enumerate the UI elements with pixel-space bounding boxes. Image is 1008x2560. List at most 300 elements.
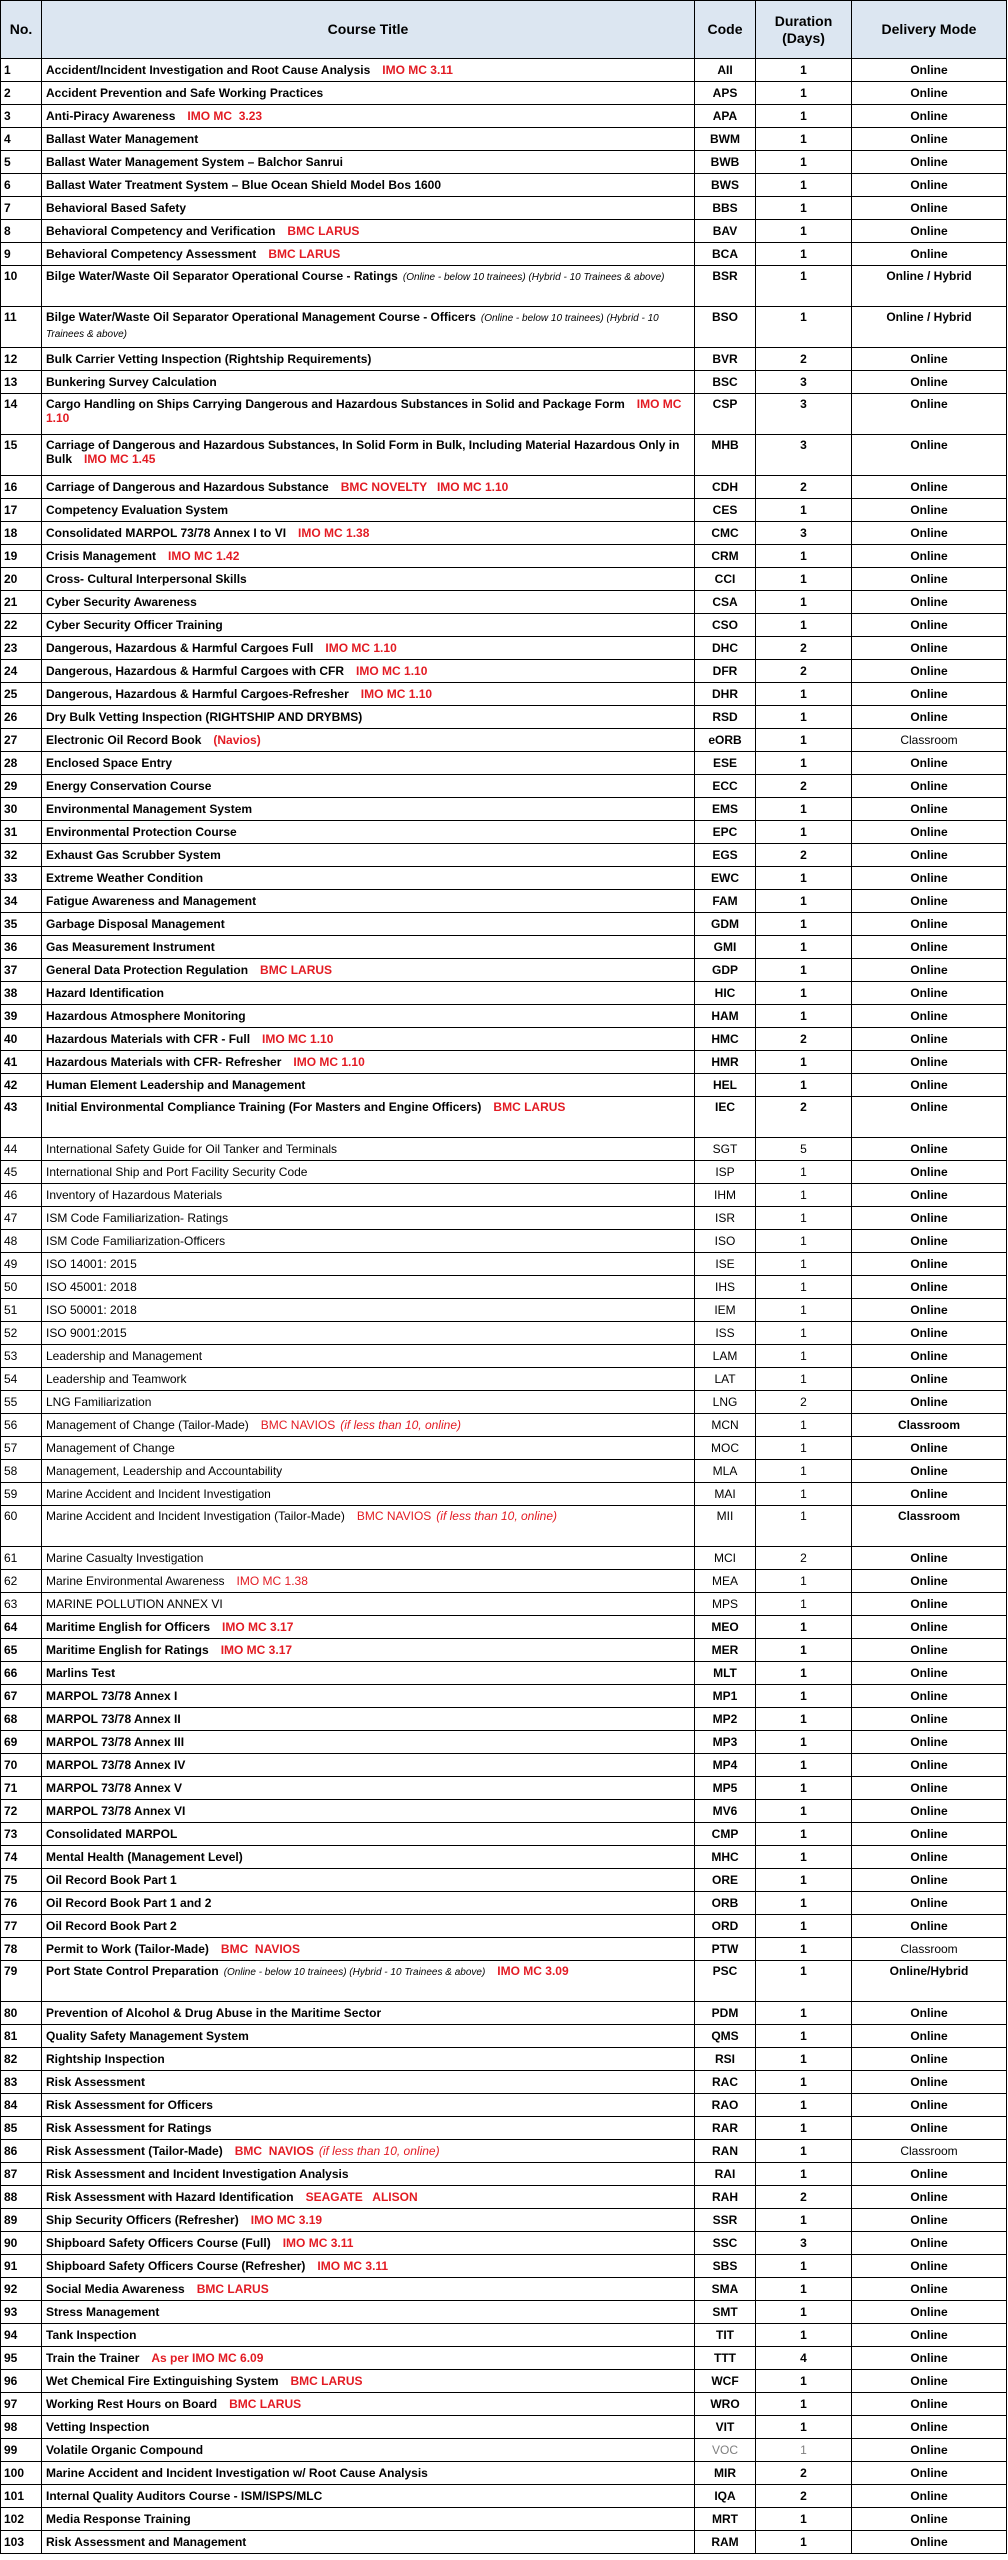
course-title: ISM Code Familiarization- Ratings bbox=[46, 1211, 229, 1225]
course-code: ESE bbox=[695, 752, 756, 775]
table-row bbox=[1, 1322, 1007, 1345]
header-delivery-mode: Delivery Mode bbox=[852, 1, 1007, 59]
row-number: 2 bbox=[1, 82, 42, 105]
table-row bbox=[1, 2002, 1007, 2025]
row-number: 12 bbox=[1, 348, 42, 371]
delivery-mode: Online bbox=[852, 499, 1007, 522]
course-title-cell bbox=[42, 1253, 695, 1276]
table-row bbox=[1, 2209, 1007, 2232]
course-title: Fatigue Awareness and Management bbox=[46, 894, 257, 908]
course-code: DFR bbox=[695, 660, 756, 683]
course-title: Shipboard Safety Officers Course (Refresher) bbox=[46, 2259, 306, 2273]
row-number: 63 bbox=[1, 1593, 42, 1616]
course-title-cell bbox=[42, 683, 695, 706]
course-title-cell bbox=[42, 1299, 695, 1322]
duration-days: 1 bbox=[756, 1662, 852, 1685]
row-number: 37 bbox=[1, 959, 42, 982]
course-code: IHM bbox=[695, 1184, 756, 1207]
delivery-mode: Online bbox=[852, 59, 1007, 82]
course-code: IEM bbox=[695, 1299, 756, 1322]
table-row bbox=[1, 2301, 1007, 2324]
course-code: BWB bbox=[695, 151, 756, 174]
table-row bbox=[1, 1276, 1007, 1299]
table-row bbox=[1, 105, 1007, 128]
table-row bbox=[1, 2255, 1007, 2278]
delivery-mode: Online bbox=[852, 1547, 1007, 1570]
course-title: Risk Assessment and Management bbox=[46, 2535, 247, 2549]
course-code: CDH bbox=[695, 476, 756, 499]
course-title-cell bbox=[42, 1207, 695, 1230]
course-code: MV6 bbox=[695, 1800, 756, 1823]
course-title-cell bbox=[42, 1800, 695, 1823]
course-code: MP3 bbox=[695, 1731, 756, 1754]
course-title-text bbox=[46, 2075, 145, 2089]
table-row bbox=[1, 174, 1007, 197]
course-title-text bbox=[46, 733, 261, 747]
course-title: Management of Change bbox=[46, 1441, 175, 1455]
row-number: 51 bbox=[1, 1299, 42, 1322]
course-code: FAM bbox=[695, 890, 756, 913]
course-title: Oil Record Book Part 1 bbox=[46, 1873, 177, 1887]
course-title-text bbox=[46, 549, 239, 563]
course-title: Internal Quality Auditors Course - ISM/ISPS/MLC bbox=[46, 2489, 323, 2503]
row-number: 9 bbox=[1, 243, 42, 266]
course-code: MPS bbox=[695, 1593, 756, 1616]
table-row bbox=[1, 936, 1007, 959]
course-title-text bbox=[46, 2328, 136, 2342]
course-title: Cargo Handling on Ships Carrying Dangerous and Hazardous Substances in Solid and Package Form bbox=[46, 397, 625, 411]
course-title-cell bbox=[42, 1685, 695, 1708]
row-number: 3 bbox=[1, 105, 42, 128]
table-row bbox=[1, 2485, 1007, 2508]
course-code: LAT bbox=[695, 1368, 756, 1391]
row-number: 13 bbox=[1, 371, 42, 394]
delivery-mode: Online bbox=[852, 1570, 1007, 1593]
table-row bbox=[1, 1506, 1007, 1547]
duration-days: 1 bbox=[756, 959, 852, 982]
course-title-text bbox=[46, 63, 453, 77]
course-title-text bbox=[46, 155, 343, 169]
course-title-text bbox=[46, 1597, 223, 1611]
row-number: 99 bbox=[1, 2439, 42, 2462]
course-title-text bbox=[46, 1509, 557, 1523]
course-code: CMP bbox=[695, 1823, 756, 1846]
header-no: No. bbox=[1, 1, 42, 59]
course-code: SGT bbox=[695, 1138, 756, 1161]
table-body bbox=[1, 59, 1007, 2554]
course-code: WCF bbox=[695, 2370, 756, 2393]
delivery-mode: Online bbox=[852, 243, 1007, 266]
course-title-text bbox=[46, 178, 441, 192]
table-row bbox=[1, 1570, 1007, 1593]
course-title-text bbox=[46, 1100, 565, 1114]
table-row bbox=[1, 197, 1007, 220]
course-title: Environmental Management System bbox=[46, 802, 253, 816]
course-title-cell bbox=[42, 2485, 695, 2508]
course-title: Volatile Organic Compound bbox=[46, 2443, 204, 2457]
course-title-text bbox=[46, 1257, 137, 1271]
header-duration: Duration (Days) bbox=[756, 1, 852, 59]
course-code: BCA bbox=[695, 243, 756, 266]
course-title: ISO 9001:2015 bbox=[46, 1326, 127, 1340]
course-title-cell bbox=[42, 2209, 695, 2232]
course-title-cell bbox=[42, 798, 695, 821]
row-number: 72 bbox=[1, 1800, 42, 1823]
course-code: TTT bbox=[695, 2347, 756, 2370]
row-number: 7 bbox=[1, 197, 42, 220]
course-title-text bbox=[46, 1643, 292, 1657]
course-title-cell bbox=[42, 545, 695, 568]
row-number: 22 bbox=[1, 614, 42, 637]
course-title-text bbox=[46, 1326, 127, 1340]
course-title: Exhaust Gas Scrubber System bbox=[46, 848, 221, 862]
course-title: ISO 45001: 2018 bbox=[46, 1280, 137, 1294]
row-number: 27 bbox=[1, 729, 42, 752]
delivery-mode: Online bbox=[852, 2117, 1007, 2140]
course-title-text bbox=[46, 224, 359, 238]
course-title-cell bbox=[42, 844, 695, 867]
delivery-mode: Online bbox=[852, 1593, 1007, 1616]
course-title-cell bbox=[42, 220, 695, 243]
course-title-text bbox=[46, 825, 237, 839]
duration-days: 1 bbox=[756, 683, 852, 706]
course-title-cell bbox=[42, 522, 695, 545]
course-code: EWC bbox=[695, 867, 756, 890]
table-row bbox=[1, 1138, 1007, 1161]
delivery-mode: Online bbox=[852, 1253, 1007, 1276]
course-title: Behavioral Based Safety bbox=[46, 201, 187, 215]
course-title-text bbox=[46, 2144, 440, 2158]
table-row bbox=[1, 266, 1007, 307]
table-row bbox=[1, 1662, 1007, 1685]
course-accreditation-tag: IMO MC 1.10 bbox=[262, 1032, 334, 1046]
course-title: Bulk Carrier Vetting Inspection (Rightship Requirements) bbox=[46, 352, 372, 366]
course-title-text bbox=[46, 2006, 381, 2020]
row-number: 90 bbox=[1, 2232, 42, 2255]
course-title-cell bbox=[42, 2301, 695, 2324]
duration-days: 2 bbox=[756, 2462, 852, 2485]
duration-days: 1 bbox=[756, 2370, 852, 2393]
course-title-text bbox=[46, 1873, 177, 1887]
course-title: Risk Assessment with Hazard Identification bbox=[46, 2190, 294, 2204]
table-row bbox=[1, 752, 1007, 775]
duration-days: 1 bbox=[756, 1892, 852, 1915]
row-number: 30 bbox=[1, 798, 42, 821]
course-title: Competency Evaluation System bbox=[46, 503, 229, 517]
course-title: LNG Familiarization bbox=[46, 1395, 152, 1409]
course-title: Media Response Training bbox=[46, 2512, 191, 2526]
row-number: 39 bbox=[1, 1005, 42, 1028]
course-title-text bbox=[46, 1188, 222, 1202]
delivery-mode: Online bbox=[852, 982, 1007, 1005]
course-accreditation-tag: IMO MC 1.10 bbox=[293, 1055, 365, 1069]
delivery-mode: Online bbox=[852, 220, 1007, 243]
course-code: LNG bbox=[695, 1391, 756, 1414]
course-title: Enclosed Space Entry bbox=[46, 756, 173, 770]
course-title-cell bbox=[42, 2117, 695, 2140]
course-title: Dangerous, Hazardous & Harmful Cargoes-Refresher bbox=[46, 687, 349, 701]
table-row bbox=[1, 545, 1007, 568]
row-number: 100 bbox=[1, 2462, 42, 2485]
duration-days: 1 bbox=[756, 2416, 852, 2439]
course-title: ISM Code Familiarization-Officers bbox=[46, 1234, 226, 1248]
delivery-mode: Online bbox=[852, 105, 1007, 128]
course-title-text bbox=[46, 1142, 337, 1156]
course-title: Dangerous, Hazardous & Harmful Cargoes with CFR bbox=[46, 664, 345, 678]
delivery-mode: Online bbox=[852, 637, 1007, 660]
course-title-cell bbox=[42, 1483, 695, 1506]
row-number: 82 bbox=[1, 2048, 42, 2071]
duration-days: 1 bbox=[756, 82, 852, 105]
duration-days: 2 bbox=[756, 660, 852, 683]
course-title: Ship Security Officers (Refresher) bbox=[46, 2213, 239, 2227]
course-code: eORB bbox=[695, 729, 756, 752]
course-accreditation-tag: BMC NOVELTY IMO MC 1.10 bbox=[340, 480, 509, 494]
table-row bbox=[1, 1616, 1007, 1639]
table-row bbox=[1, 1299, 1007, 1322]
course-title-cell bbox=[42, 1777, 695, 1800]
course-title: Bilge Water/Waste Oil Separator Operational Management Course - Officers bbox=[46, 310, 476, 324]
delivery-mode: Online bbox=[852, 2301, 1007, 2324]
table-row bbox=[1, 2531, 1007, 2554]
course-title-text bbox=[46, 2259, 388, 2273]
course-title: ISO 14001: 2015 bbox=[46, 1257, 137, 1271]
course-title-text bbox=[46, 572, 247, 586]
table-row bbox=[1, 1869, 1007, 1892]
course-code: MEO bbox=[695, 1616, 756, 1639]
course-title-text bbox=[46, 2282, 269, 2296]
delivery-mode: Online bbox=[852, 371, 1007, 394]
duration-days: 1 bbox=[756, 1207, 852, 1230]
table-row bbox=[1, 128, 1007, 151]
course-title-cell bbox=[42, 307, 695, 348]
course-title-cell bbox=[42, 59, 695, 82]
course-code: CCI bbox=[695, 568, 756, 591]
course-accreditation-tag: IMO MC 1.38 bbox=[298, 526, 370, 540]
duration-days: 1 bbox=[756, 1322, 852, 1345]
course-title: Dry Bulk Vetting Inspection (RIGHTSHIP AND DRYBMS) bbox=[46, 710, 363, 724]
course-title-cell bbox=[42, 1639, 695, 1662]
course-title-text bbox=[46, 1349, 202, 1363]
course-title-cell bbox=[42, 2140, 695, 2163]
course-code: HMC bbox=[695, 1028, 756, 1051]
row-number: 6 bbox=[1, 174, 42, 197]
course-title: Leadership and Management bbox=[46, 1349, 203, 1363]
course-title-text bbox=[46, 2535, 246, 2549]
course-accreditation-tag: IMO MC 3.23 bbox=[187, 109, 263, 123]
course-code: TIT bbox=[695, 2324, 756, 2347]
table-row bbox=[1, 1708, 1007, 1731]
delivery-mode: Online bbox=[852, 1005, 1007, 1028]
course-code: BBS bbox=[695, 197, 756, 220]
course-code: VIT bbox=[695, 2416, 756, 2439]
duration-days: 1 bbox=[756, 1299, 852, 1322]
course-accreditation-tag: IMO MC 1.42 bbox=[168, 549, 240, 563]
table-row bbox=[1, 982, 1007, 1005]
row-number: 84 bbox=[1, 2094, 42, 2117]
course-title-text bbox=[46, 2098, 213, 2112]
course-code: ISR bbox=[695, 1207, 756, 1230]
table-row bbox=[1, 775, 1007, 798]
course-title: Marine Casualty Investigation bbox=[46, 1551, 204, 1565]
course-title-cell bbox=[42, 1138, 695, 1161]
course-title-cell bbox=[42, 1097, 695, 1138]
duration-days: 1 bbox=[756, 1961, 852, 2002]
duration-days: 1 bbox=[756, 2025, 852, 2048]
course-title-text bbox=[46, 871, 203, 885]
course-title-cell bbox=[42, 394, 695, 435]
table-row bbox=[1, 1230, 1007, 1253]
course-accreditation-tag: BMC LARUS bbox=[229, 2397, 302, 2411]
duration-days: 1 bbox=[756, 2163, 852, 2186]
course-code: MAI bbox=[695, 1483, 756, 1506]
delivery-mode: Online bbox=[852, 1299, 1007, 1322]
course-code: SBS bbox=[695, 2255, 756, 2278]
table-row bbox=[1, 568, 1007, 591]
table-row bbox=[1, 1184, 1007, 1207]
duration-days: 3 bbox=[756, 435, 852, 476]
table-row bbox=[1, 476, 1007, 499]
course-title-cell bbox=[42, 2416, 695, 2439]
course-title: Risk Assessment for Officers bbox=[46, 2098, 213, 2112]
row-number: 4 bbox=[1, 128, 42, 151]
duration-days: 1 bbox=[756, 307, 852, 348]
delivery-mode: Online bbox=[852, 591, 1007, 614]
course-title-text bbox=[46, 503, 228, 517]
course-title-cell bbox=[42, 1547, 695, 1570]
row-number: 78 bbox=[1, 1938, 42, 1961]
course-title-text bbox=[46, 86, 323, 100]
row-number: 32 bbox=[1, 844, 42, 867]
course-title-cell bbox=[42, 2508, 695, 2531]
course-title-cell bbox=[42, 2025, 695, 2048]
table-row bbox=[1, 1547, 1007, 1570]
table-row bbox=[1, 1800, 1007, 1823]
course-code: SMT bbox=[695, 2301, 756, 2324]
course-code: EPC bbox=[695, 821, 756, 844]
delivery-mode: Online bbox=[852, 1731, 1007, 1754]
row-number: 21 bbox=[1, 591, 42, 614]
duration-days: 1 bbox=[756, 1437, 852, 1460]
course-title: Prevention of Alcohol & Drug Abuse in the Maritime Sector bbox=[46, 2006, 382, 2020]
table-row bbox=[1, 2140, 1007, 2163]
delivery-mode: Online bbox=[852, 1028, 1007, 1051]
table-row bbox=[1, 1345, 1007, 1368]
course-title-text bbox=[46, 1827, 177, 1841]
delivery-mode: Online bbox=[852, 2048, 1007, 2071]
delivery-mode: Online bbox=[852, 1230, 1007, 1253]
delivery-mode: Online bbox=[852, 476, 1007, 499]
course-code: PTW bbox=[695, 1938, 756, 1961]
course-title-text bbox=[46, 310, 690, 342]
delivery-mode: Online bbox=[852, 1708, 1007, 1731]
duration-days: 2 bbox=[756, 2485, 852, 2508]
row-number: 65 bbox=[1, 1639, 42, 1662]
table-row bbox=[1, 1938, 1007, 1961]
course-accreditation-tag: IMO MC 3.17 bbox=[222, 1620, 294, 1634]
table-row bbox=[1, 2232, 1007, 2255]
course-code: MP4 bbox=[695, 1754, 756, 1777]
table-row bbox=[1, 1823, 1007, 1846]
course-accreditation-tag: BMC LARUS bbox=[268, 247, 341, 261]
course-title-cell bbox=[42, 821, 695, 844]
course-accreditation-tag: BMC NAVIOS bbox=[234, 2144, 314, 2158]
course-tag-condition: (if less than 10, online) bbox=[340, 1418, 461, 1432]
row-number: 94 bbox=[1, 2324, 42, 2347]
delivery-mode: Online bbox=[852, 1639, 1007, 1662]
course-title-cell bbox=[42, 2393, 695, 2416]
duration-days: 1 bbox=[756, 2278, 852, 2301]
course-title-text bbox=[46, 1280, 137, 1294]
delivery-mode: Online bbox=[852, 1207, 1007, 1230]
duration-days: 1 bbox=[756, 151, 852, 174]
duration-days: 1 bbox=[756, 1800, 852, 1823]
delivery-mode: Online bbox=[852, 1846, 1007, 1869]
duration-days: 1 bbox=[756, 2140, 852, 2163]
course-title: Tank Inspection bbox=[46, 2328, 137, 2342]
duration-days: 1 bbox=[756, 545, 852, 568]
table-header-row bbox=[1, 1, 1007, 59]
course-title-cell bbox=[42, 1869, 695, 1892]
course-title-cell bbox=[42, 1184, 695, 1207]
table-row bbox=[1, 2439, 1007, 2462]
duration-days: 1 bbox=[756, 568, 852, 591]
duration-days: 3 bbox=[756, 394, 852, 435]
course-title: Behavioral Competency and Verification bbox=[46, 224, 276, 238]
duration-days: 2 bbox=[756, 1028, 852, 1051]
course-accreditation-tag: IMO MC 1.10 bbox=[360, 687, 433, 701]
course-code: MCI bbox=[695, 1547, 756, 1570]
course-title: Rightship Inspection bbox=[46, 2052, 165, 2066]
course-title: Consolidated MARPOL bbox=[46, 1827, 178, 1841]
duration-days: 1 bbox=[756, 798, 852, 821]
course-title-text bbox=[46, 2236, 353, 2250]
duration-days: 2 bbox=[756, 476, 852, 499]
course-title-cell bbox=[42, 1437, 695, 1460]
delivery-mode: Online bbox=[852, 2531, 1007, 2554]
table-row bbox=[1, 2025, 1007, 2048]
course-title-cell bbox=[42, 1051, 695, 1074]
course-title-cell bbox=[42, 614, 695, 637]
row-number: 20 bbox=[1, 568, 42, 591]
row-number: 47 bbox=[1, 1207, 42, 1230]
course-accreditation-tag: IMO MC 1.10 bbox=[356, 664, 428, 678]
table-row bbox=[1, 1074, 1007, 1097]
course-title-text bbox=[46, 618, 223, 632]
duration-days: 1 bbox=[756, 890, 852, 913]
duration-days: 1 bbox=[756, 499, 852, 522]
row-number: 57 bbox=[1, 1437, 42, 1460]
course-title-text bbox=[46, 1620, 293, 1634]
duration-days: 1 bbox=[756, 1368, 852, 1391]
delivery-mode: Online bbox=[852, 660, 1007, 683]
course-title-text bbox=[46, 2374, 363, 2388]
table-row bbox=[1, 1777, 1007, 1800]
course-title-text bbox=[46, 1464, 282, 1478]
course-code: CSA bbox=[695, 591, 756, 614]
course-code: RAM bbox=[695, 2531, 756, 2554]
course-title-cell bbox=[42, 2531, 695, 2554]
course-code: IEC bbox=[695, 1097, 756, 1138]
course-accreditation-tag: IMO MC 3.19 bbox=[250, 2213, 323, 2227]
delivery-mode: Online bbox=[852, 1869, 1007, 1892]
delivery-mode: Online bbox=[852, 2025, 1007, 2048]
course-title: MARPOL 73/78 Annex V bbox=[46, 1781, 183, 1795]
course-title-cell bbox=[42, 1570, 695, 1593]
course-title-cell bbox=[42, 660, 695, 683]
course-title-text bbox=[46, 2121, 212, 2135]
delivery-mode: Online bbox=[852, 2255, 1007, 2278]
